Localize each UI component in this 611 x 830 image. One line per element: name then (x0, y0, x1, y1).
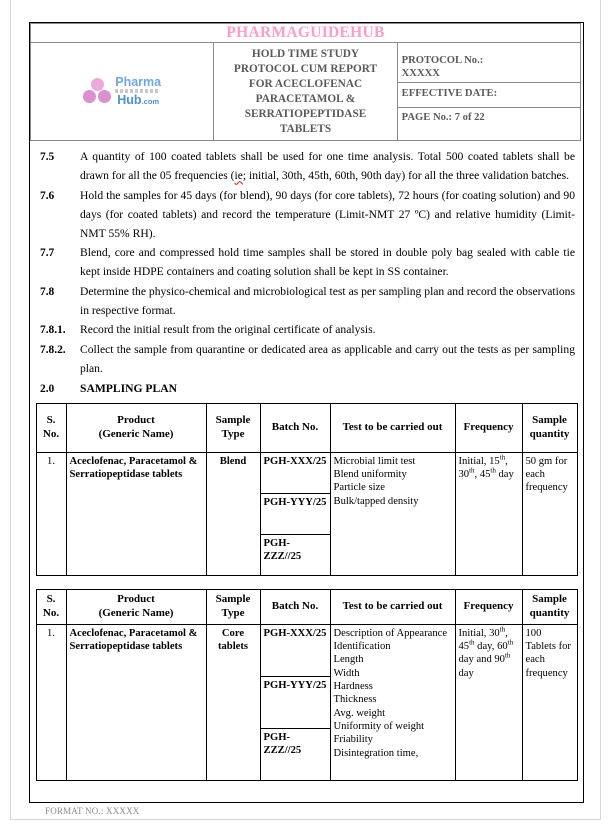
sampling-plan-table-blend (36, 403, 578, 576)
document-page (10, 0, 601, 820)
blend-batch-3: PGH-ZZZ//25 (260, 534, 330, 575)
section-title: SAMPLING PLAN (80, 381, 177, 395)
blend-sno: 1. (36, 452, 66, 575)
th-product-l2: (Generic Name) (98, 427, 174, 440)
clause-7-7 (38, 244, 575, 282)
section-sampling-plan (38, 380, 575, 399)
th-batch-no: Batch No. (260, 403, 330, 452)
protocol-no-cell (398, 54, 580, 82)
th-sample-quantity-l1: Sample (532, 593, 567, 606)
core-test-item: Width (333, 667, 360, 679)
logo-cell (31, 43, 214, 141)
brand-title-row (31, 24, 581, 43)
doc-title-line-3: FOR ACECLOFENAC PARACETAMOL & (248, 77, 363, 105)
blend-batch-2: PGH-YYY/25 (260, 493, 330, 534)
body-content (30, 141, 583, 398)
blend-frequency: Initial, 15th, 30th, 45th day (455, 452, 522, 575)
sampling-plan-table-core (36, 589, 578, 781)
core-sample-type: Core tablets (206, 624, 260, 780)
th-product (66, 403, 206, 452)
core-quantity: 100 Tablets for each frequency (522, 624, 577, 780)
th-sample-quantity (522, 403, 577, 452)
logo-word-hub (115, 94, 161, 107)
th-sample-quantity-l1: Sample (532, 414, 567, 427)
logo-word-pharma: Pharma (115, 74, 162, 89)
th-frequency: Frequency (455, 403, 522, 452)
clause-7-8-1-number: 7.8.1. (40, 324, 66, 337)
core-batch-2: PGH-YYY/25 (260, 676, 330, 728)
clause-7-8-2-number: 7.8.2. (40, 344, 66, 357)
clause-7-7-text: Blend, core and compressed hold time samples shall be stored in double poly bag sealed with cable tie kept inside HDPE containers and coating solution shall be kept in SS container. (80, 246, 575, 279)
th-sample-type (206, 589, 260, 624)
th-test: Test to be carried out (330, 403, 455, 452)
core-test-item: Friability (333, 734, 373, 746)
core-batch-1: PGH-XXX/25 (260, 624, 330, 676)
th-batch-no: Batch No. (260, 589, 330, 624)
th-sample-type-l2: Type (221, 606, 245, 619)
logo-circles-icon (83, 78, 112, 104)
blend-test-item: Blend uniformity (333, 468, 407, 480)
clause-7-8-1-text: Record the initial result from the original certificate of analysis. (80, 323, 376, 337)
blend-product: Aceclofenac, Paracetamol & Serratiopeptidase tablets (66, 452, 206, 575)
section-number: 2.0 (40, 382, 55, 395)
th-sno-l1: S. (46, 593, 56, 606)
blend-batch-1: PGH-XXX/25 (260, 452, 330, 493)
core-test-item: Uniformity of weight (333, 721, 425, 732)
content-frame (29, 22, 584, 803)
clause-7-8 (38, 283, 575, 321)
core-test-item: Identification (333, 640, 391, 652)
clause-7-5-text-pre: A quantity of 100 coated tablets shall be used for one time analysis. Total 500 coated tablets shall be drawn for all the 05 frequencies ( (80, 150, 575, 183)
table-spacer (30, 576, 583, 585)
th-product-l2: (Generic Name) (98, 606, 174, 619)
clause-7-6-number: 7.6 (40, 190, 55, 202)
clause-7-8-number: 7.8 (40, 285, 55, 298)
clause-7-6-text: Hold the samples for 45 days (for blend), 90 days (for core tablets), 72 hours (for coating solution) and 90 days (for coated tablets) and record the temperature (Limit-NMT 27 ºC) and relative humidity (Limit- NMT 55% RH). (80, 189, 575, 240)
effective-date-row (398, 82, 580, 107)
blend-tests (330, 452, 455, 575)
core-test-item: Description of Appearance (333, 627, 448, 639)
blend-quantity: 50 gm for each frequency (522, 452, 577, 575)
th-sno-l2: No. (42, 606, 60, 619)
document-title-text (214, 43, 396, 140)
th-sample-type (206, 403, 260, 452)
blend-sample-type: Blend (206, 452, 260, 575)
clause-7-7-number: 7.7 (40, 247, 55, 260)
table-header-row (36, 589, 577, 624)
pharmahub-logo (83, 76, 161, 107)
page-no-row (398, 107, 580, 130)
clause-7-5-text-post: ; initial, 30th, 45th, 60th, 90th day) for all the three validation batches. (242, 169, 570, 183)
clause-7-5-number: 7.5 (40, 151, 55, 164)
doc-title-line-1: HOLD TIME STUDY (251, 48, 360, 60)
th-sample-quantity-l2: quantity (529, 606, 570, 619)
doc-title-line-4: SERRATIOPEPTIDASE (244, 107, 367, 120)
logo-dotcom-text: .com (141, 97, 160, 107)
core-test-item: Thickness (333, 694, 377, 706)
th-sample-type-l1: Sample (215, 593, 251, 606)
protocol-no-label: PROTOCOL No.: (401, 54, 484, 66)
protocol-no-row (398, 54, 580, 82)
protocol-no-value: XXXXX (401, 67, 440, 79)
th-product-l1: Product (117, 414, 155, 427)
document-meta-table (398, 54, 580, 130)
logo-hub-text: Hub (117, 93, 142, 108)
blend-test-item: Microbial limit test (333, 455, 416, 467)
core-test-item: Avg. weight (333, 707, 386, 719)
clause-7-8-2 (38, 341, 575, 379)
core-frequency: Initial, 30th, 45th day, 60th day and 90th day (455, 624, 522, 780)
effective-date-cell: EFFECTIVE DATE: (398, 82, 580, 107)
page-no-cell: PAGE No.: 7 of 22 (401, 112, 485, 124)
document-meta-cell (397, 43, 580, 141)
blend-test-item: Bulk/tapped density (333, 495, 419, 507)
brand-title: PHARMAGUIDEHUB (31, 24, 581, 43)
th-sno-l1: S. (46, 414, 56, 427)
clause-7-8-1 (38, 321, 575, 340)
core-batch-3: PGH-ZZZ//25 (260, 728, 330, 780)
table-row (36, 452, 577, 493)
th-frequency: Frequency (455, 589, 522, 624)
clause-7-8-2-text: Collect the sample from quarantine or dedicated area as applicable and carry out the tests as per sampling plan. (80, 343, 575, 376)
header-info-row (31, 43, 581, 141)
table-row (36, 624, 577, 676)
th-sno-l2: No. (42, 427, 60, 440)
clause-7-6 (38, 187, 575, 243)
core-tests (330, 624, 455, 780)
doc-title-line-2: PROTOCOL CUM REPORT (233, 62, 378, 75)
th-sample-quantity-l2: quantity (529, 427, 570, 440)
th-test: Test to be carried out (330, 589, 455, 624)
core-product: Aceclofenac, Paracetamol & Serratiopeptidase tablets (66, 624, 206, 780)
document-header-table (30, 23, 581, 141)
clause-7-8-text: Determine the physico-chemical and microbiological test as per sampling plan and record the observations in respective format. (80, 284, 575, 317)
th-sample-type-l1: Sample (215, 414, 251, 427)
clause-7-5 (38, 148, 575, 186)
logo-wordmark (115, 76, 161, 107)
table-header-row (36, 403, 577, 452)
clause-7-5-misspelled-word: ie (234, 169, 243, 183)
th-sample-type-l2: Type (221, 427, 245, 440)
th-sno (36, 403, 66, 452)
core-test-item: Length (333, 654, 364, 666)
core-sno: 1. (36, 624, 66, 780)
th-sample-quantity (522, 589, 577, 624)
th-sno (36, 589, 66, 624)
blend-test-item: Particle size (333, 482, 385, 494)
doc-title-line-5: TABLETS (279, 122, 332, 135)
clause-7-5-text (80, 148, 575, 186)
footer-format-no: FORMAT NO.: XXXXX (45, 806, 140, 816)
core-test-item: Hardness (333, 680, 373, 692)
th-product-l1: Product (117, 593, 155, 606)
document-title-cell (214, 43, 397, 141)
core-test-item: Disintegration time, (333, 747, 419, 759)
th-product (66, 589, 206, 624)
